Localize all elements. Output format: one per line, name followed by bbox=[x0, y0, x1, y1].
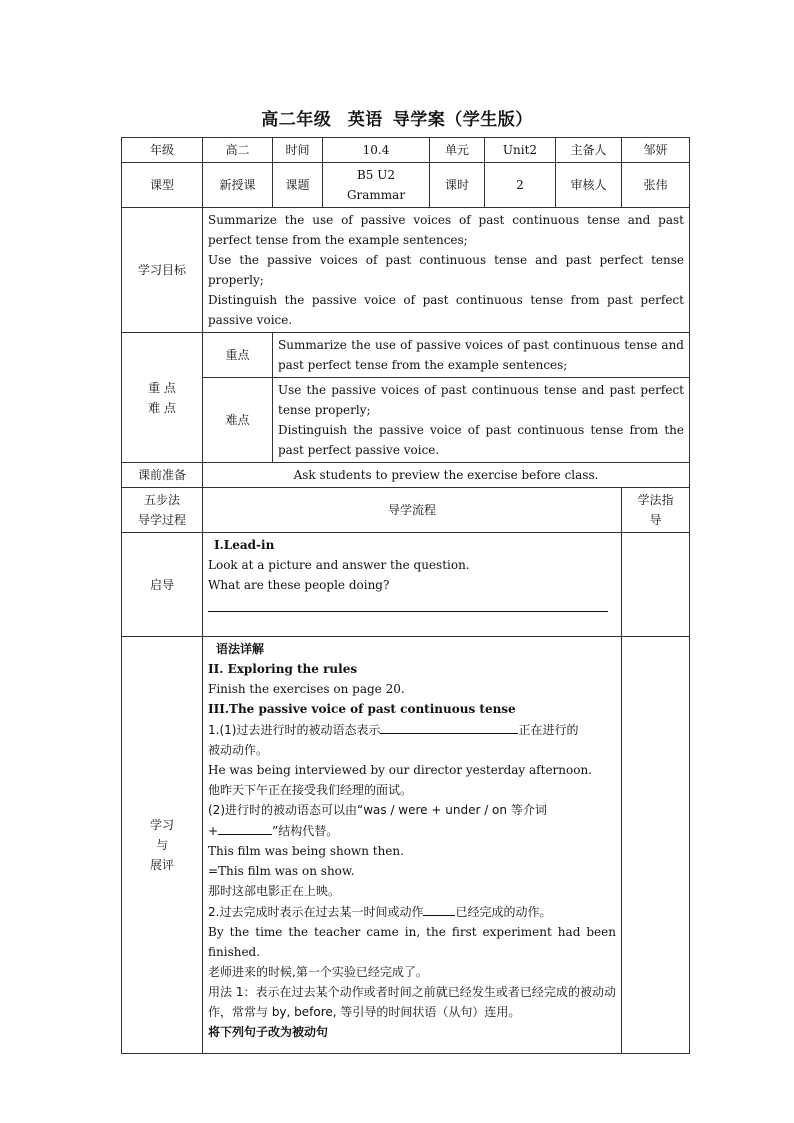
title-grade: 高二年级 bbox=[261, 110, 332, 130]
process-header-row bbox=[122, 488, 690, 533]
reviewer-label: 审核人 bbox=[556, 163, 622, 208]
study-label-3: 展评 bbox=[149, 858, 174, 872]
item1-b: 正在进行的 bbox=[518, 723, 579, 737]
difficult-text bbox=[273, 378, 690, 463]
item2-c: ”结构代替。 bbox=[272, 824, 339, 838]
leadin-line-1: Look at a picture and answer the question. bbox=[208, 558, 470, 572]
grammar-heading: 语法详解 bbox=[216, 642, 265, 656]
type-value: 新授课 bbox=[203, 163, 273, 208]
section3-heading: III.The passive voice of past continuous tense bbox=[208, 702, 516, 716]
difficult-line-2: Distinguish the passive voice of past continuous tense from the past perfect passive voice. bbox=[278, 423, 684, 457]
author-value: 邹妍 bbox=[622, 138, 690, 163]
grade-label: 年级 bbox=[122, 138, 203, 163]
item1-blank[interactable] bbox=[380, 719, 518, 734]
example3-cn: 老师进来的时候,第一个实验已经完成了。 bbox=[208, 965, 428, 979]
topic-value bbox=[323, 163, 430, 208]
item2-line bbox=[208, 820, 616, 841]
reviewer-value: 张伟 bbox=[622, 163, 690, 208]
topic-value-line1: B5 U2 bbox=[356, 168, 395, 182]
key-point-row bbox=[122, 333, 690, 378]
leadin-heading: I.Lead-in bbox=[214, 538, 275, 552]
key-text: Summarize the use of passive voices of past continuous tense and past perfect tense from the example sentences; bbox=[273, 333, 690, 378]
item2-blank[interactable] bbox=[218, 820, 272, 835]
example1-cn: 他昨天下午正在接受我们经理的面试。 bbox=[208, 783, 413, 797]
period-label: 课时 bbox=[430, 163, 485, 208]
topic-label: 课题 bbox=[273, 163, 323, 208]
example2-en-2: =This film was on show. bbox=[208, 864, 355, 878]
unit-value: Unit2 bbox=[485, 138, 556, 163]
prep-text: Ask students to preview the exercise before class. bbox=[203, 463, 690, 488]
time-label: 时间 bbox=[273, 138, 323, 163]
topic-value-line2: Grammar bbox=[346, 188, 406, 202]
leadin-label: 启导 bbox=[122, 533, 203, 637]
process-col2-header: 导学流程 bbox=[203, 488, 622, 533]
key-label-line: 重 点 bbox=[148, 380, 176, 395]
item3-a: 2.过去完成时表示在过去某一时间或动作 bbox=[208, 905, 424, 919]
item3-b: 已经完成的动作。 bbox=[455, 905, 552, 919]
unit-label: 单元 bbox=[430, 138, 485, 163]
period-value: 2 bbox=[485, 163, 556, 208]
key-label: 重点 bbox=[203, 333, 273, 378]
item2-a: (2)进行时的被动语态可以由“was / were + under / on 等介词 bbox=[208, 803, 547, 817]
example3-en: By the time the teacher came in, the first experiment had been finished. bbox=[208, 925, 616, 959]
objectives-label: 学习目标 bbox=[122, 208, 203, 333]
grade-value: 高二 bbox=[203, 138, 273, 163]
study-row bbox=[122, 637, 690, 1054]
study-label-1: 学习 bbox=[149, 818, 174, 832]
prep-row bbox=[122, 463, 690, 488]
objectives-row bbox=[122, 208, 690, 333]
process-col3-line1: 学法指 bbox=[637, 493, 674, 507]
objectives-content bbox=[203, 208, 690, 333]
difficult-point-row bbox=[122, 378, 690, 463]
objective-3: Distinguish the passive voice of past continuous tense from past perfect passive voice. bbox=[208, 293, 684, 327]
item1-line bbox=[208, 719, 616, 740]
header-row-1 bbox=[122, 138, 690, 163]
item1-a: 1.(1)过去进行时的被动语态表示 bbox=[208, 723, 381, 737]
title-subject: 英语 bbox=[347, 110, 383, 130]
objective-1: Summarize the use of passive voices of past continuous tense and past perfect tense from the example sentences; bbox=[208, 213, 684, 247]
difficult-label-line: 难 点 bbox=[148, 400, 176, 415]
process-col1-line1: 五步法 bbox=[143, 493, 180, 507]
title-doc: 导学案（学生版） bbox=[392, 110, 533, 130]
difficult-label: 难点 bbox=[203, 378, 273, 463]
convert-heading: 将下列句子改为被动句 bbox=[208, 1025, 329, 1039]
item2-b: + bbox=[208, 824, 219, 838]
item1-c: 被动动作。 bbox=[208, 743, 269, 757]
process-col3-header bbox=[622, 488, 690, 533]
prep-label: 课前准备 bbox=[122, 463, 203, 488]
time-value: 10.4 bbox=[323, 138, 430, 163]
objective-2: Use the passive voices of past continuous tense and past perfect tense properly; bbox=[208, 253, 684, 287]
type-label: 课型 bbox=[122, 163, 203, 208]
leadin-guide-cell bbox=[622, 533, 690, 637]
author-label: 主备人 bbox=[556, 138, 622, 163]
study-guide-cell bbox=[622, 637, 690, 1054]
process-col1-header bbox=[122, 488, 203, 533]
example2-cn: 那时这部电影正在上映。 bbox=[208, 884, 341, 898]
header-row-2 bbox=[122, 163, 690, 208]
key-difficult-label bbox=[122, 333, 203, 463]
page-title bbox=[0, 105, 794, 130]
item3-line bbox=[208, 901, 616, 922]
item3-blank[interactable] bbox=[423, 901, 455, 916]
study-content bbox=[203, 637, 622, 1054]
section2-text: Finish the exercises on page 20. bbox=[208, 682, 405, 696]
example1-en: He was being interviewed by our director yesterday afternoon. bbox=[208, 763, 592, 777]
answer-line bbox=[208, 611, 608, 612]
leadin-line-2: What are these people doing? bbox=[208, 578, 390, 592]
lesson-plan-table bbox=[121, 137, 690, 1054]
study-label bbox=[122, 637, 203, 1054]
usage-1: 用法 1：表示在过去某个动作或者时间之前就已经发生或者已经完成的被动动作，常常与 by, before, 等引导的时间状语（从句）连用。 bbox=[208, 985, 616, 1019]
section2-heading: II. Exploring the rules bbox=[208, 662, 358, 676]
difficult-line-1: Use the passive voices of past continuous tense and past perfect tense properly; bbox=[278, 383, 684, 417]
leadin-row bbox=[122, 533, 690, 637]
study-label-2: 与 bbox=[155, 838, 168, 852]
example2-en-1: This film was being shown then. bbox=[208, 844, 404, 858]
process-col1-line2: 导学过程 bbox=[137, 513, 186, 527]
leadin-content bbox=[203, 533, 622, 637]
process-col3-line2: 导 bbox=[649, 513, 662, 527]
